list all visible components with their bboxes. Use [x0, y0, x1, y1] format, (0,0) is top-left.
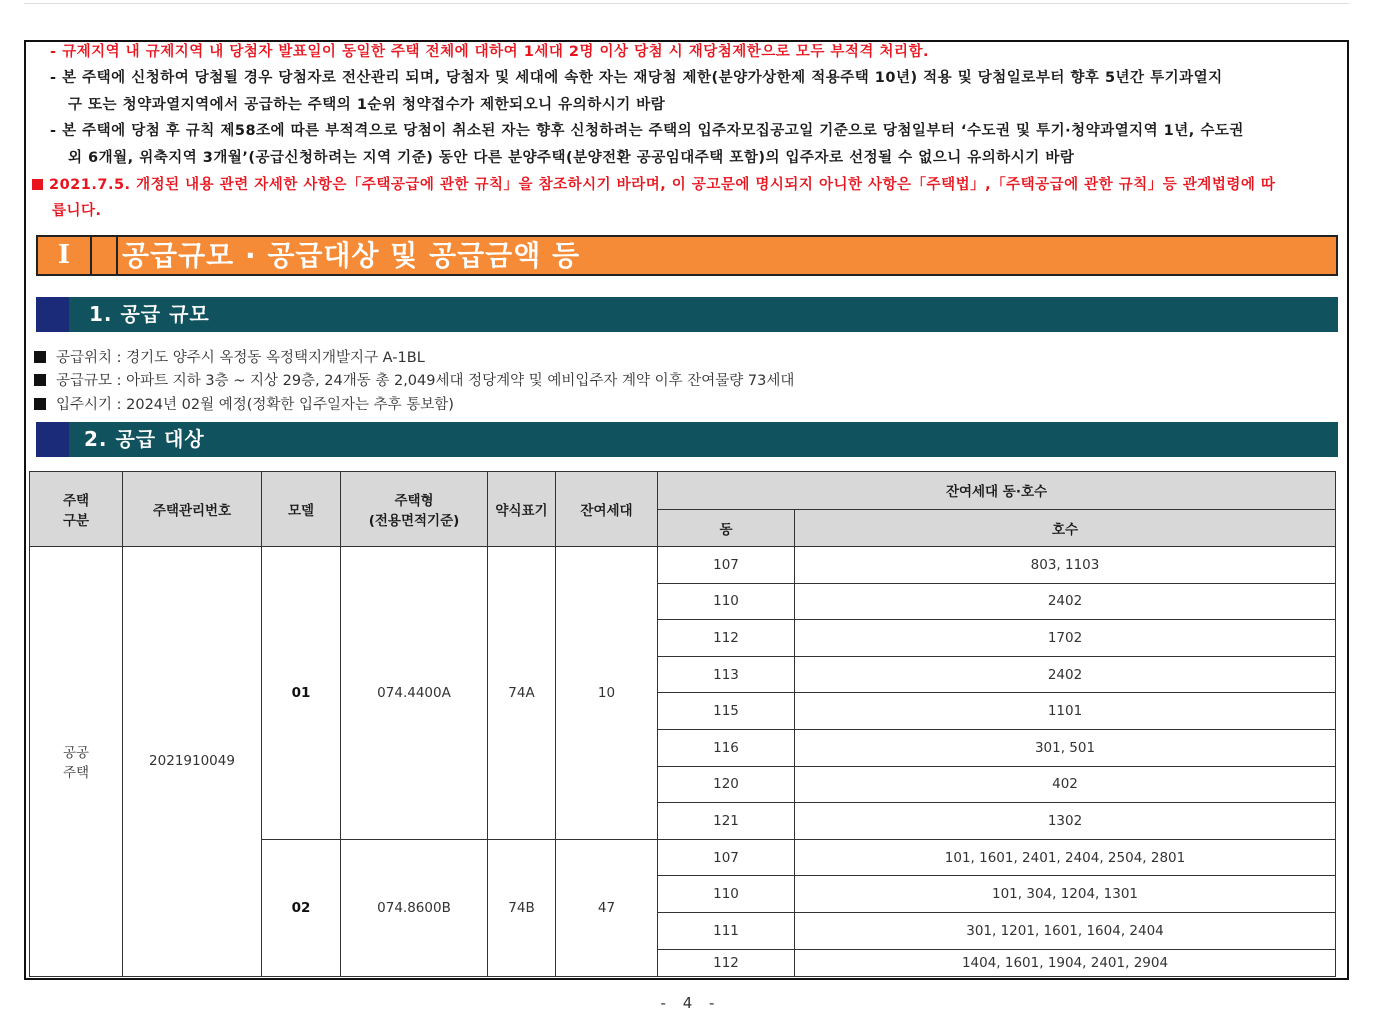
subsection-title: 1. 공급 규모: [89, 302, 210, 326]
cell-house-type: 공공 주택: [30, 547, 123, 977]
info-location: [34, 346, 425, 367]
cell-dong: 107: [658, 547, 795, 584]
cell-dong: 110: [658, 876, 795, 913]
subsection-supply-scale: [36, 297, 1338, 332]
subsection-marker: [36, 422, 69, 457]
header-housing-type: 주택형 (전용면적기준): [341, 472, 488, 547]
note-line-3: 구 또는 청약과열지역에서 공급하는 주택의 1순위 청약접수가 제한되오니 유의하시기 바람: [68, 97, 666, 113]
section-header-divider: [94, 237, 118, 274]
info-scale: [34, 369, 794, 390]
table-row: [30, 547, 1336, 584]
header-dong: 동: [658, 509, 795, 547]
header-model: 모델: [262, 472, 341, 547]
cell-mgmt-no: 2021910049: [123, 547, 262, 977]
section-roman-numeral: Ⅰ: [38, 237, 92, 274]
page-top-edge: [24, 0, 1349, 4]
header-group: 잔여세대 동·호수: [658, 472, 1336, 510]
cell-dong: 115: [658, 693, 795, 730]
cell-ho: 2402: [795, 583, 1336, 620]
cell-model: 02: [262, 839, 341, 976]
cell-dong: 112: [658, 620, 795, 657]
cell-ho: 803, 1103: [795, 547, 1336, 584]
bullet-square-icon: [34, 398, 46, 410]
subsection-marker: [36, 297, 69, 332]
bullet-square-icon: [34, 351, 46, 363]
cell-dong: 121: [658, 803, 795, 840]
info-scale-text: 공급규모 : 아파트 지하 3층 ~ 지상 29층, 24개동 총 2,049세대 정당계약 및 예비입주자 계약 이후 잔여물량 73세대: [56, 373, 795, 389]
cell-ho: 2402: [795, 656, 1336, 693]
cell-dong: 120: [658, 766, 795, 803]
note-line-1: - 규제지역 내 규제지역 내 당첨자 발표일이 동일한 주택 전체에 대하여 1세대 2명 이상 당첨 시 재당첨제한으로 모두 부적격 처리함.: [50, 44, 929, 60]
supply-table: [29, 471, 1336, 977]
cell-ho: 1101: [795, 693, 1336, 730]
note-line-6-text: 2021.7.5. 개정된 내용 관련 자세한 사항은「주택공급에 관한 규칙」을 참조하시기 바라며, 이 공고문에 명시되지 아니한 사항은「주택법」,「주택공급에 관한 규칙」등 관계법령에 따: [49, 177, 1276, 193]
note-line-7: 릅니다.: [52, 203, 102, 219]
section-header: [36, 235, 1338, 276]
subsection-supply-target: [36, 422, 1338, 457]
header-short: 약식표기: [488, 472, 556, 547]
cell-dong: 116: [658, 729, 795, 766]
cell-dong: 110: [658, 583, 795, 620]
cell-ho: 301, 1201, 1601, 1604, 2404: [795, 912, 1336, 949]
cell-ho: 1702: [795, 620, 1336, 657]
bullet-square-icon: [34, 374, 46, 386]
cell-dong: 113: [658, 656, 795, 693]
page-number: - 4 -: [660, 994, 721, 1012]
cell-housing-type: 074.8600B: [341, 839, 488, 976]
cell-dong: 107: [658, 839, 795, 876]
cell-short: 74A: [488, 547, 556, 840]
subsection-title: 2. 공급 대상: [84, 427, 205, 451]
cell-remaining: 10: [556, 547, 658, 840]
cell-model: 01: [262, 547, 341, 840]
cell-ho: 101, 1601, 2401, 2404, 2504, 2801: [795, 839, 1336, 876]
cell-dong: 111: [658, 912, 795, 949]
cell-housing-type: 074.4400A: [341, 547, 488, 840]
info-movein-text: 입주시기 : 2024년 02월 예정(정확한 입주일자는 추후 통보함): [56, 397, 454, 413]
header-remaining: 잔여세대: [556, 472, 658, 547]
cell-ho: 101, 304, 1204, 1301: [795, 876, 1336, 913]
cell-ho: 301, 501: [795, 729, 1336, 766]
header-mgmt-no: 주택관리번호: [123, 472, 262, 547]
note-line-4: - 본 주택에 당첨 후 규칙 제58조에 따른 부적격으로 당첨이 취소된 자는 향후 신청하려는 주택의 입주자모집공고일 기준으로 당첨일부터 ‘수도권 및 투기·청약과열지역 1년, 수도권: [50, 123, 1244, 139]
header-house-type: 주택 구분: [30, 472, 123, 547]
note-line-6: [32, 175, 1275, 195]
cell-ho: 1302: [795, 803, 1336, 840]
section-title: 공급규모 · 공급대상 및 공급금액 등: [122, 239, 581, 272]
cell-ho: 1404, 1601, 1904, 2401, 2904: [795, 949, 1336, 976]
info-movein: [34, 393, 454, 414]
note-line-5: 외 6개월, 위축지역 3개월’(공급신청하려는 지역 기준) 동안 다른 분양주택(분양전환 공공임대주택 포함)의 입주자로 선정될 수 없으니 유의하시기 바람: [68, 150, 1075, 166]
red-square-icon: [32, 179, 43, 190]
cell-dong: 112: [658, 949, 795, 976]
info-location-text: 공급위치 : 경기도 양주시 옥정동 옥정택지개발지구 A-1BL: [56, 350, 425, 366]
cell-remaining: 47: [556, 839, 658, 976]
cell-ho: 402: [795, 766, 1336, 803]
header-ho: 호수: [795, 509, 1336, 547]
note-line-2: - 본 주택에 신청하여 당첨될 경우 당첨자로 전산관리 되며, 당첨자 및 세대에 속한 자는 재당첨 제한(분양가상한제 적용주택 10년) 적용 및 당첨일로부터 향후 5년간 투기과열지: [50, 70, 1223, 86]
cell-short: 74B: [488, 839, 556, 976]
